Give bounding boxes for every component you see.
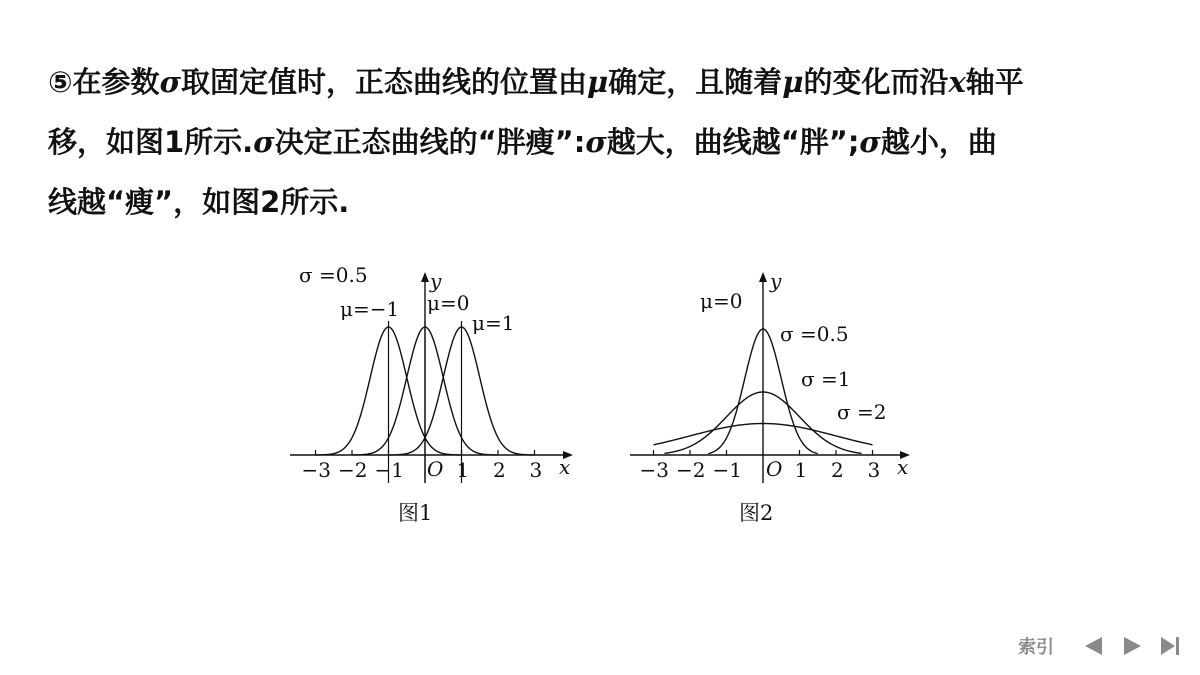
text-run: 决定正态曲线的“胖瘦”: (274, 125, 586, 159)
symbol-sigma: σ (253, 125, 275, 159)
figure-2-svg (625, 258, 925, 533)
text-run: 线越“瘦”，如图2所示. (48, 185, 350, 219)
symbol-x: x (948, 65, 966, 99)
series-label-mu-0: μ=0 (427, 291, 470, 315)
x-tick-label: −2 (676, 458, 706, 482)
x-tick-label: 3 (867, 458, 881, 482)
figure-2 (625, 258, 925, 533)
symbol-sigma: σ (859, 125, 881, 159)
series-label-mu-neg1: μ=−1 (340, 297, 400, 321)
x-tick-label: 1 (794, 458, 808, 482)
text-run: 移，如图1所示. (48, 125, 254, 159)
series-label-sigma-0.5: σ =0.5 (780, 322, 849, 346)
origin-label: O (766, 457, 783, 481)
series-label-sigma-1: σ =1 (801, 367, 851, 391)
text-run: 轴平 (965, 65, 1024, 99)
paragraph-line-2 (48, 112, 1158, 172)
x-tick-label: −1 (712, 458, 742, 482)
y-axis-label: y (770, 269, 782, 293)
description-paragraph (48, 52, 1158, 232)
text-run: 取固定值时，正态曲线的位置由 (180, 65, 587, 99)
paragraph-line-3 (48, 172, 1158, 232)
x-tick-label: −3 (639, 458, 669, 482)
x-axis-label: x (559, 455, 571, 479)
x-tick-label: 1 (456, 458, 470, 482)
symbol-mu: μ (586, 65, 609, 99)
figure-2-caption: 图2 (739, 501, 774, 525)
triangle-right-icon[interactable] (1120, 635, 1144, 657)
index-button[interactable]: 索引 (1018, 637, 1054, 658)
series-label-sigma-2: σ =2 (837, 400, 887, 424)
figure-1-svg (285, 258, 585, 533)
triangle-left-icon[interactable] (1082, 635, 1106, 657)
x-tick-label: 2 (493, 458, 506, 482)
text-run: 越小，曲 (880, 125, 997, 159)
y-axis-arrow (421, 272, 429, 282)
x-axis-label: x (897, 455, 909, 479)
annotation-mu: μ=0 (700, 289, 743, 313)
text-run: ⑤在参数 (48, 65, 160, 99)
series-label-mu-1: μ=1 (472, 311, 515, 335)
slide-navigation (1018, 633, 1182, 659)
symbol-mu: μ (782, 65, 804, 99)
y-axis-arrow (759, 272, 767, 282)
text-run: 确定，且随着 (608, 65, 783, 99)
x-tick-label: −3 (301, 458, 331, 482)
text-run: 越大，曲线越“胖”; (606, 125, 860, 159)
x-tick-label: −1 (374, 458, 404, 482)
symbol-sigma: σ (159, 65, 181, 99)
x-tick-label: 3 (529, 458, 543, 482)
skip-end-icon[interactable] (1158, 635, 1182, 657)
figure-1-caption: 图1 (398, 501, 433, 525)
text-run: 的变化而沿 (803, 65, 949, 99)
y-axis-label: y (430, 269, 442, 293)
annotation-sigma: σ =0.5 (299, 263, 368, 287)
x-tick-label: −2 (338, 458, 368, 482)
paragraph-line-1 (48, 52, 1158, 112)
symbol-sigma: σ (585, 125, 607, 159)
x-tick-label: 2 (831, 458, 844, 482)
figure-1 (285, 258, 585, 533)
origin-label: O (427, 457, 444, 481)
